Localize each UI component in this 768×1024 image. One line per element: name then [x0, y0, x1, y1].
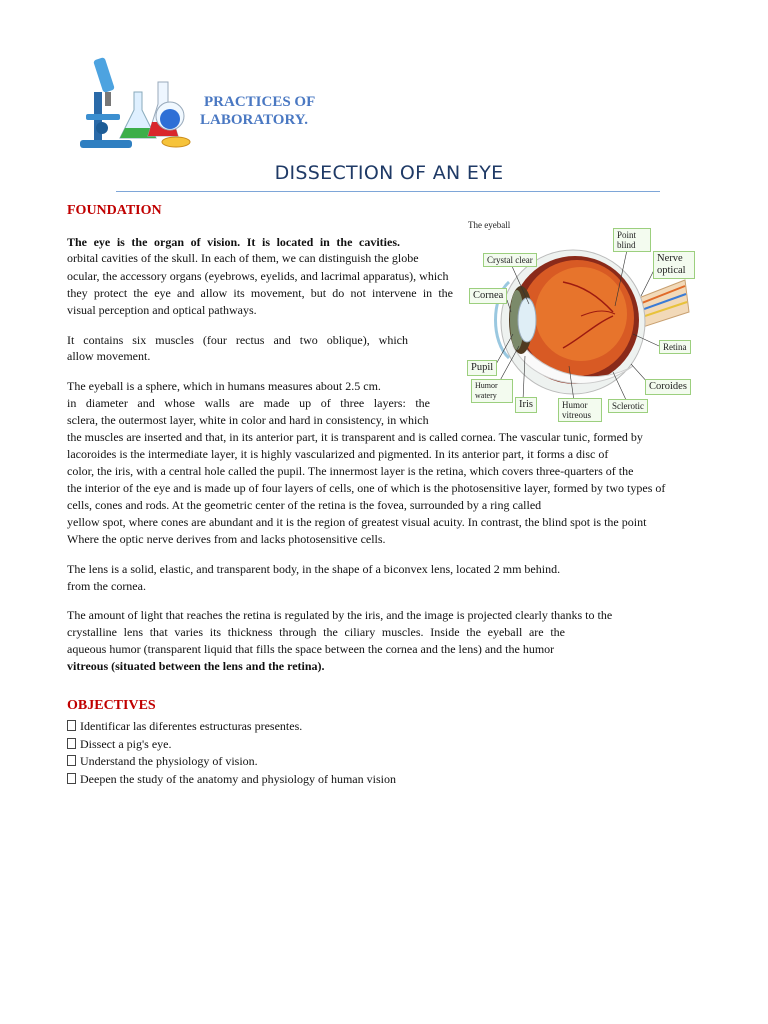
objective-text: Understand the physiology of vision. [80, 754, 258, 768]
paragraph-line: ocular, the accessory organs (eyebrows, eyelids, and lacrimal apparatus), which [67, 269, 449, 283]
paragraph-line: color, the iris, with a central hole called the pupil. The innermost layer is the retina, which covers three-quarters of the [67, 464, 634, 478]
objectives-heading: OBJECTIVES [67, 698, 156, 713]
paragraph-line: aqueous humor (transparent liquid that fills the space between the cornea and the lens) and the humor [67, 642, 555, 656]
label-iris: Iris [515, 397, 537, 413]
paragraph-line: from the cornea. [67, 579, 146, 593]
label-sclerotic: Sclerotic [608, 399, 648, 413]
lab-title [200, 93, 315, 129]
label-retina: Retina [659, 340, 691, 354]
label-humor-vitreous: Humor vitreous [558, 398, 602, 422]
objective-item [67, 737, 171, 751]
checkbox-icon [67, 755, 76, 766]
paragraph-line: the muscles are inserted and that, in its anterior part, it is transparent and is called cornea. The vascular tunic, formed by [67, 430, 643, 444]
checkbox-icon [67, 720, 76, 731]
objective-item [67, 772, 396, 786]
paragraph-line: they protect the eye and allow its movement, but do not intervene in the [67, 286, 453, 300]
label-nerve-optical: Nerve optical [653, 251, 695, 279]
paragraph-line: crystalline lens that varies its thickness through the ciliary muscles. Inside the eyeball are the [67, 625, 565, 639]
paragraph-line: allow movement. [67, 349, 151, 363]
lab-title-line1: PRACTICES OF [204, 94, 316, 110]
objective-text: Dissect a pig's eye. [80, 737, 172, 751]
paragraph-line: yellow spot, where cones are abundant and it is the region of greatest visual acuity. In contrast, the blind spot is the point [67, 515, 647, 529]
paragraph-line: orbital cavities of the skull. In each of them, we can distinguish the globe [67, 251, 419, 265]
objective-item [67, 719, 302, 733]
label-point-blind: Point blind [613, 228, 651, 252]
paragraph-line: visual perception and optical pathways. [67, 303, 257, 317]
paragraph-line: cells, cones and rods. At the geometric center of the retina is the fovea, surrounded by a ring called [67, 498, 542, 512]
foundation-heading: FOUNDATION [67, 203, 162, 218]
page-title: DISSECTION OF AN EYE [274, 162, 504, 184]
label-crystal-clear: Crystal clear [483, 253, 537, 267]
laboratory-logo [72, 52, 192, 154]
paragraph-line: in diameter and whose walls are made up of three layers: the [67, 396, 430, 410]
paragraph-line: sclera, the outermost layer, white in color and hard in consistency, in which [67, 413, 429, 427]
paragraph-line: the interior of the eye and is made up of four layers of cells, one of which is the photosensitive layer, formed by two types of [67, 481, 666, 495]
label-humor-watery: Humor watery [471, 379, 513, 403]
paragraph-line: The eye is the organ of vision. It is located in the cavities. [67, 235, 400, 249]
label-coroides: Coroides [645, 379, 691, 395]
checkbox-icon [67, 738, 76, 749]
lab-title-line2: LABORATORY. [200, 112, 308, 128]
paragraph-line: The amount of light that reaches the retina is regulated by the iris, and the image is projected clearly thanks to the [67, 608, 613, 622]
paragraph-line: The eyeball is a sphere, which in humans measures about 2.5 cm. [67, 379, 381, 393]
paragraph-line: Where the optic nerve derives from and lacks photosensitive cells. [67, 532, 386, 546]
paragraph-line: vitreous (situated between the lens and the retina). [67, 659, 325, 673]
paragraph-line: The lens is a solid, elastic, and transparent body, in the shape of a biconvex lens, located 2 mm behind. [67, 562, 561, 576]
label-cornea: Cornea [469, 288, 507, 304]
title-divider [116, 191, 660, 192]
diagram-caption: The eyeball [468, 220, 511, 230]
paragraph-line: It contains six muscles (four rectus and two oblique), which [67, 333, 408, 347]
objective-text: Deepen the study of the anatomy and physiology of human vision [80, 772, 396, 786]
paragraph-line: lacoroides is the intermediate layer, it is highly vascularized and pigmented. In its anterior part, it forms a disc of [67, 447, 609, 461]
label-pupil: Pupil [467, 360, 497, 376]
objective-text: Identificar las diferentes estructuras presentes. [80, 719, 303, 733]
eyeball-diagram [463, 216, 695, 426]
checkbox-icon [67, 773, 76, 784]
objective-item [67, 754, 258, 768]
